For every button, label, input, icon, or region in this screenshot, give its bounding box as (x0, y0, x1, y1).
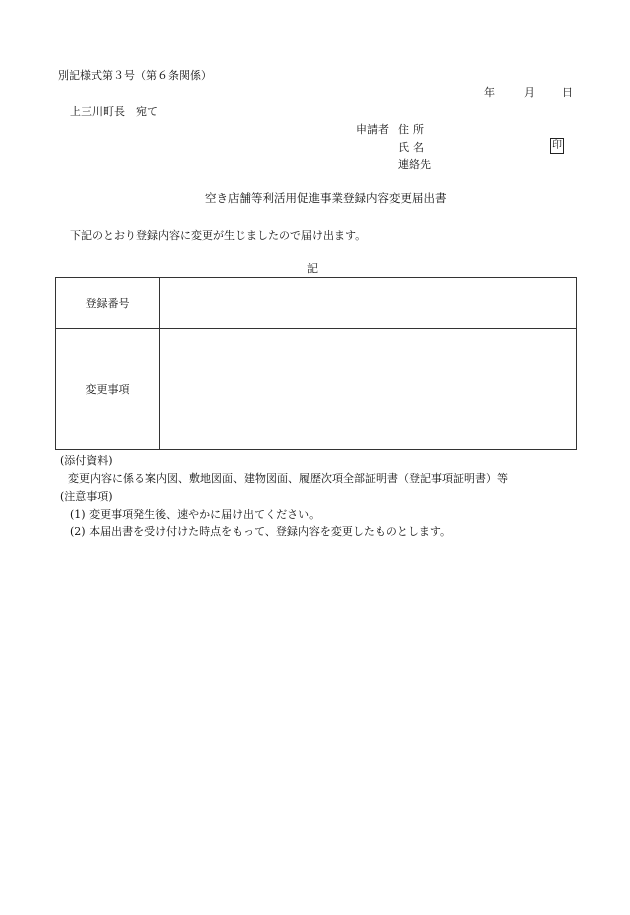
applicant-label: 申請者 (356, 123, 389, 136)
note-item: (2) 本届出書を受け付けた時点をもって、登録内容を変更したものとします。 (70, 525, 451, 538)
attachments-heading: (添付資料) (60, 454, 113, 467)
table-row (56, 278, 577, 329)
address-label: 住所 (398, 123, 428, 136)
notes-heading: (注意事項) (60, 490, 113, 503)
contact-label: 連絡先 (398, 158, 431, 171)
note-item: (1) 変更事項発生後、速やかに届け出てください。 (70, 508, 321, 521)
registration-change-table (55, 277, 577, 450)
name-label: 氏名 (398, 141, 428, 154)
change-details-field[interactable] (160, 329, 577, 450)
table-row (56, 329, 577, 450)
ki-heading: 記 (307, 262, 318, 275)
change-details-label: 変更事項 (56, 329, 160, 450)
document-title: 空き店舗等利活用促進事業登録内容変更届出書 (205, 191, 447, 205)
date-year-label: 年 (484, 86, 495, 99)
intro-text: 下記のとおり登録内容に変更が生じましたので届け出ます。 (70, 229, 367, 242)
form-number: 別記様式第３号（第６条関係） (58, 69, 212, 82)
registration-number-field[interactable] (160, 278, 577, 329)
attachments-text: 変更内容に係る案内図、敷地図面、建物図面、履歴次項全部証明書（登記事項証明書）等 (68, 472, 508, 485)
registration-number-label: 登録番号 (56, 278, 160, 329)
date-month-label: 月 (524, 86, 535, 99)
seal-mark: 印 (550, 138, 564, 154)
addressee: 上三川町長 宛て (70, 105, 158, 118)
date-day-label: 日 (562, 86, 573, 99)
